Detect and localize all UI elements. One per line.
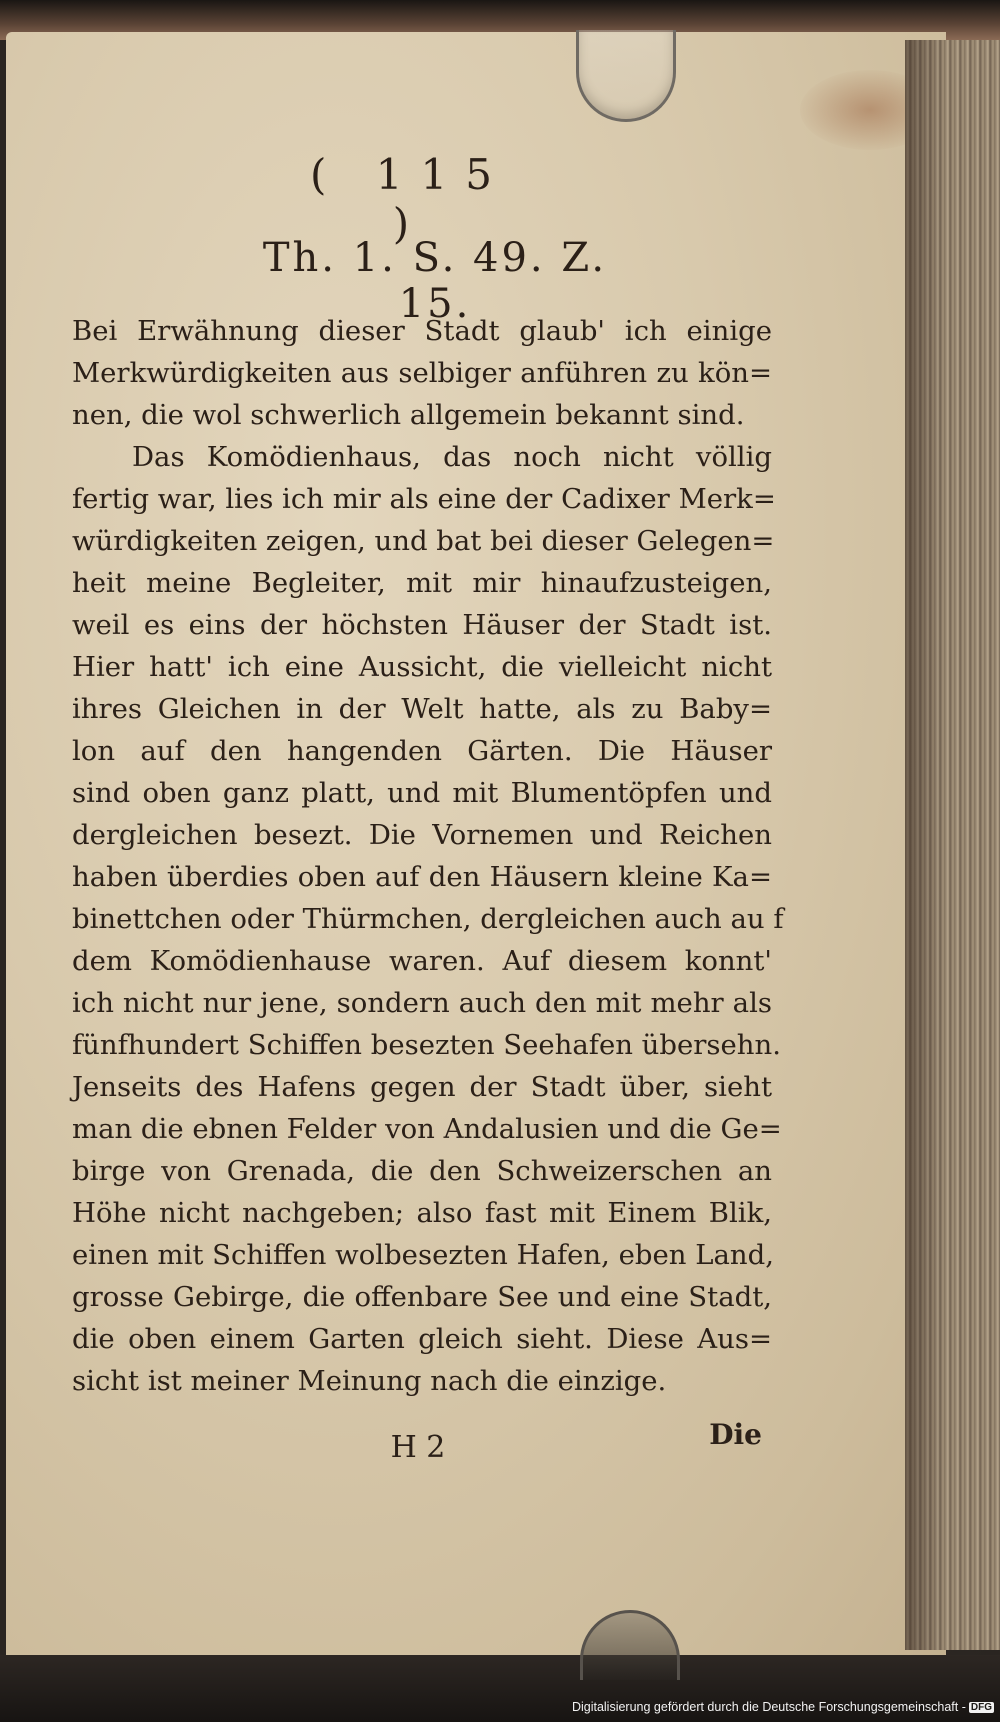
text-line: birge von Grenada, die den Schweizerschen an	[72, 1155, 772, 1187]
text-line: lon auf den hangenden Gärten. Die Häuser	[72, 735, 772, 767]
text-line: Bei Erwähnung dieser Stadt glaub' ich einige	[72, 315, 772, 347]
text-line: einen mit Schiffen wolbesezten Hafen, eben Land,	[72, 1239, 774, 1271]
signature-mark: H 2	[390, 1430, 446, 1465]
text-line: sind oben ganz platt, und mit Blumentöpfen und	[72, 777, 772, 809]
text-line: haben überdies oben auf den Häusern kleine Ka=	[72, 861, 772, 893]
text-line: fünfhundert Schiffen besezten Seehafen übersehn.	[72, 1029, 781, 1061]
text-line: binettchen oder Thürmchen, dergleichen auch au f	[72, 903, 784, 935]
text-line: Höhe nicht nachgeben; also fast mit Einem Blik,	[72, 1197, 772, 1229]
body-text	[72, 310, 784, 1402]
text-line: ich nicht nur jene, sondern auch den mit mehr als	[72, 987, 772, 1019]
credit-text: Digitalisierung gefördert durch die Deutsche Forschungsgemeinschaft -	[571, 1700, 966, 1714]
catchword: Die	[709, 1418, 762, 1451]
text-line: sicht ist meiner Meinung nach die einzige.	[72, 1365, 667, 1397]
text-line: Hier hatt' ich eine Aussicht, die vielleicht nicht	[72, 651, 772, 683]
text-line: dem Komödienhause waren. Auf diesem konnt'	[72, 945, 772, 977]
text-line: würdigkeiten zeigen, und bat bei dieser Gelegen=	[72, 525, 775, 557]
dfg-logo: DFG	[970, 1702, 992, 1713]
text-line: Jenseits des Hafens gegen der Stadt über, sieht	[72, 1071, 772, 1103]
text-line: Das Komödienhaus, das noch nicht völlig	[132, 441, 772, 473]
text-line: grosse Gebirge, die offenbare See und eine Stadt,	[72, 1281, 772, 1313]
text-line: man die ebnen Felder von Andalusien und die Ge=	[72, 1113, 782, 1145]
page-number: ( 115 )	[310, 150, 510, 248]
text-line: fertig war, lies ich mir als eine der Cadixer Merk=	[72, 483, 776, 515]
digitization-credit	[572, 1700, 994, 1714]
text-line: die oben einem Garten gleich sieht. Diese Aus=	[72, 1323, 772, 1355]
page-edges	[905, 40, 1000, 1650]
section-heading: Th. 1. S. 49. Z. 15.	[262, 235, 608, 327]
text-line: heit meine Begleiter, mit mir hinaufzusteigen,	[72, 567, 772, 599]
text-line: Merkwürdigkeiten aus selbiger anführen zu kön=	[72, 357, 772, 389]
text-line: nen, die wol schwerlich allgemein bekannt sind.	[72, 399, 745, 431]
text-line: dergleichen besezt. Die Vornemen und Reichen	[72, 819, 772, 851]
text-line: weil es eins der höchsten Häuser der Stadt ist.	[72, 609, 772, 641]
text-line: ihres Gleichen in der Welt hatte, als zu Baby=	[72, 693, 772, 725]
